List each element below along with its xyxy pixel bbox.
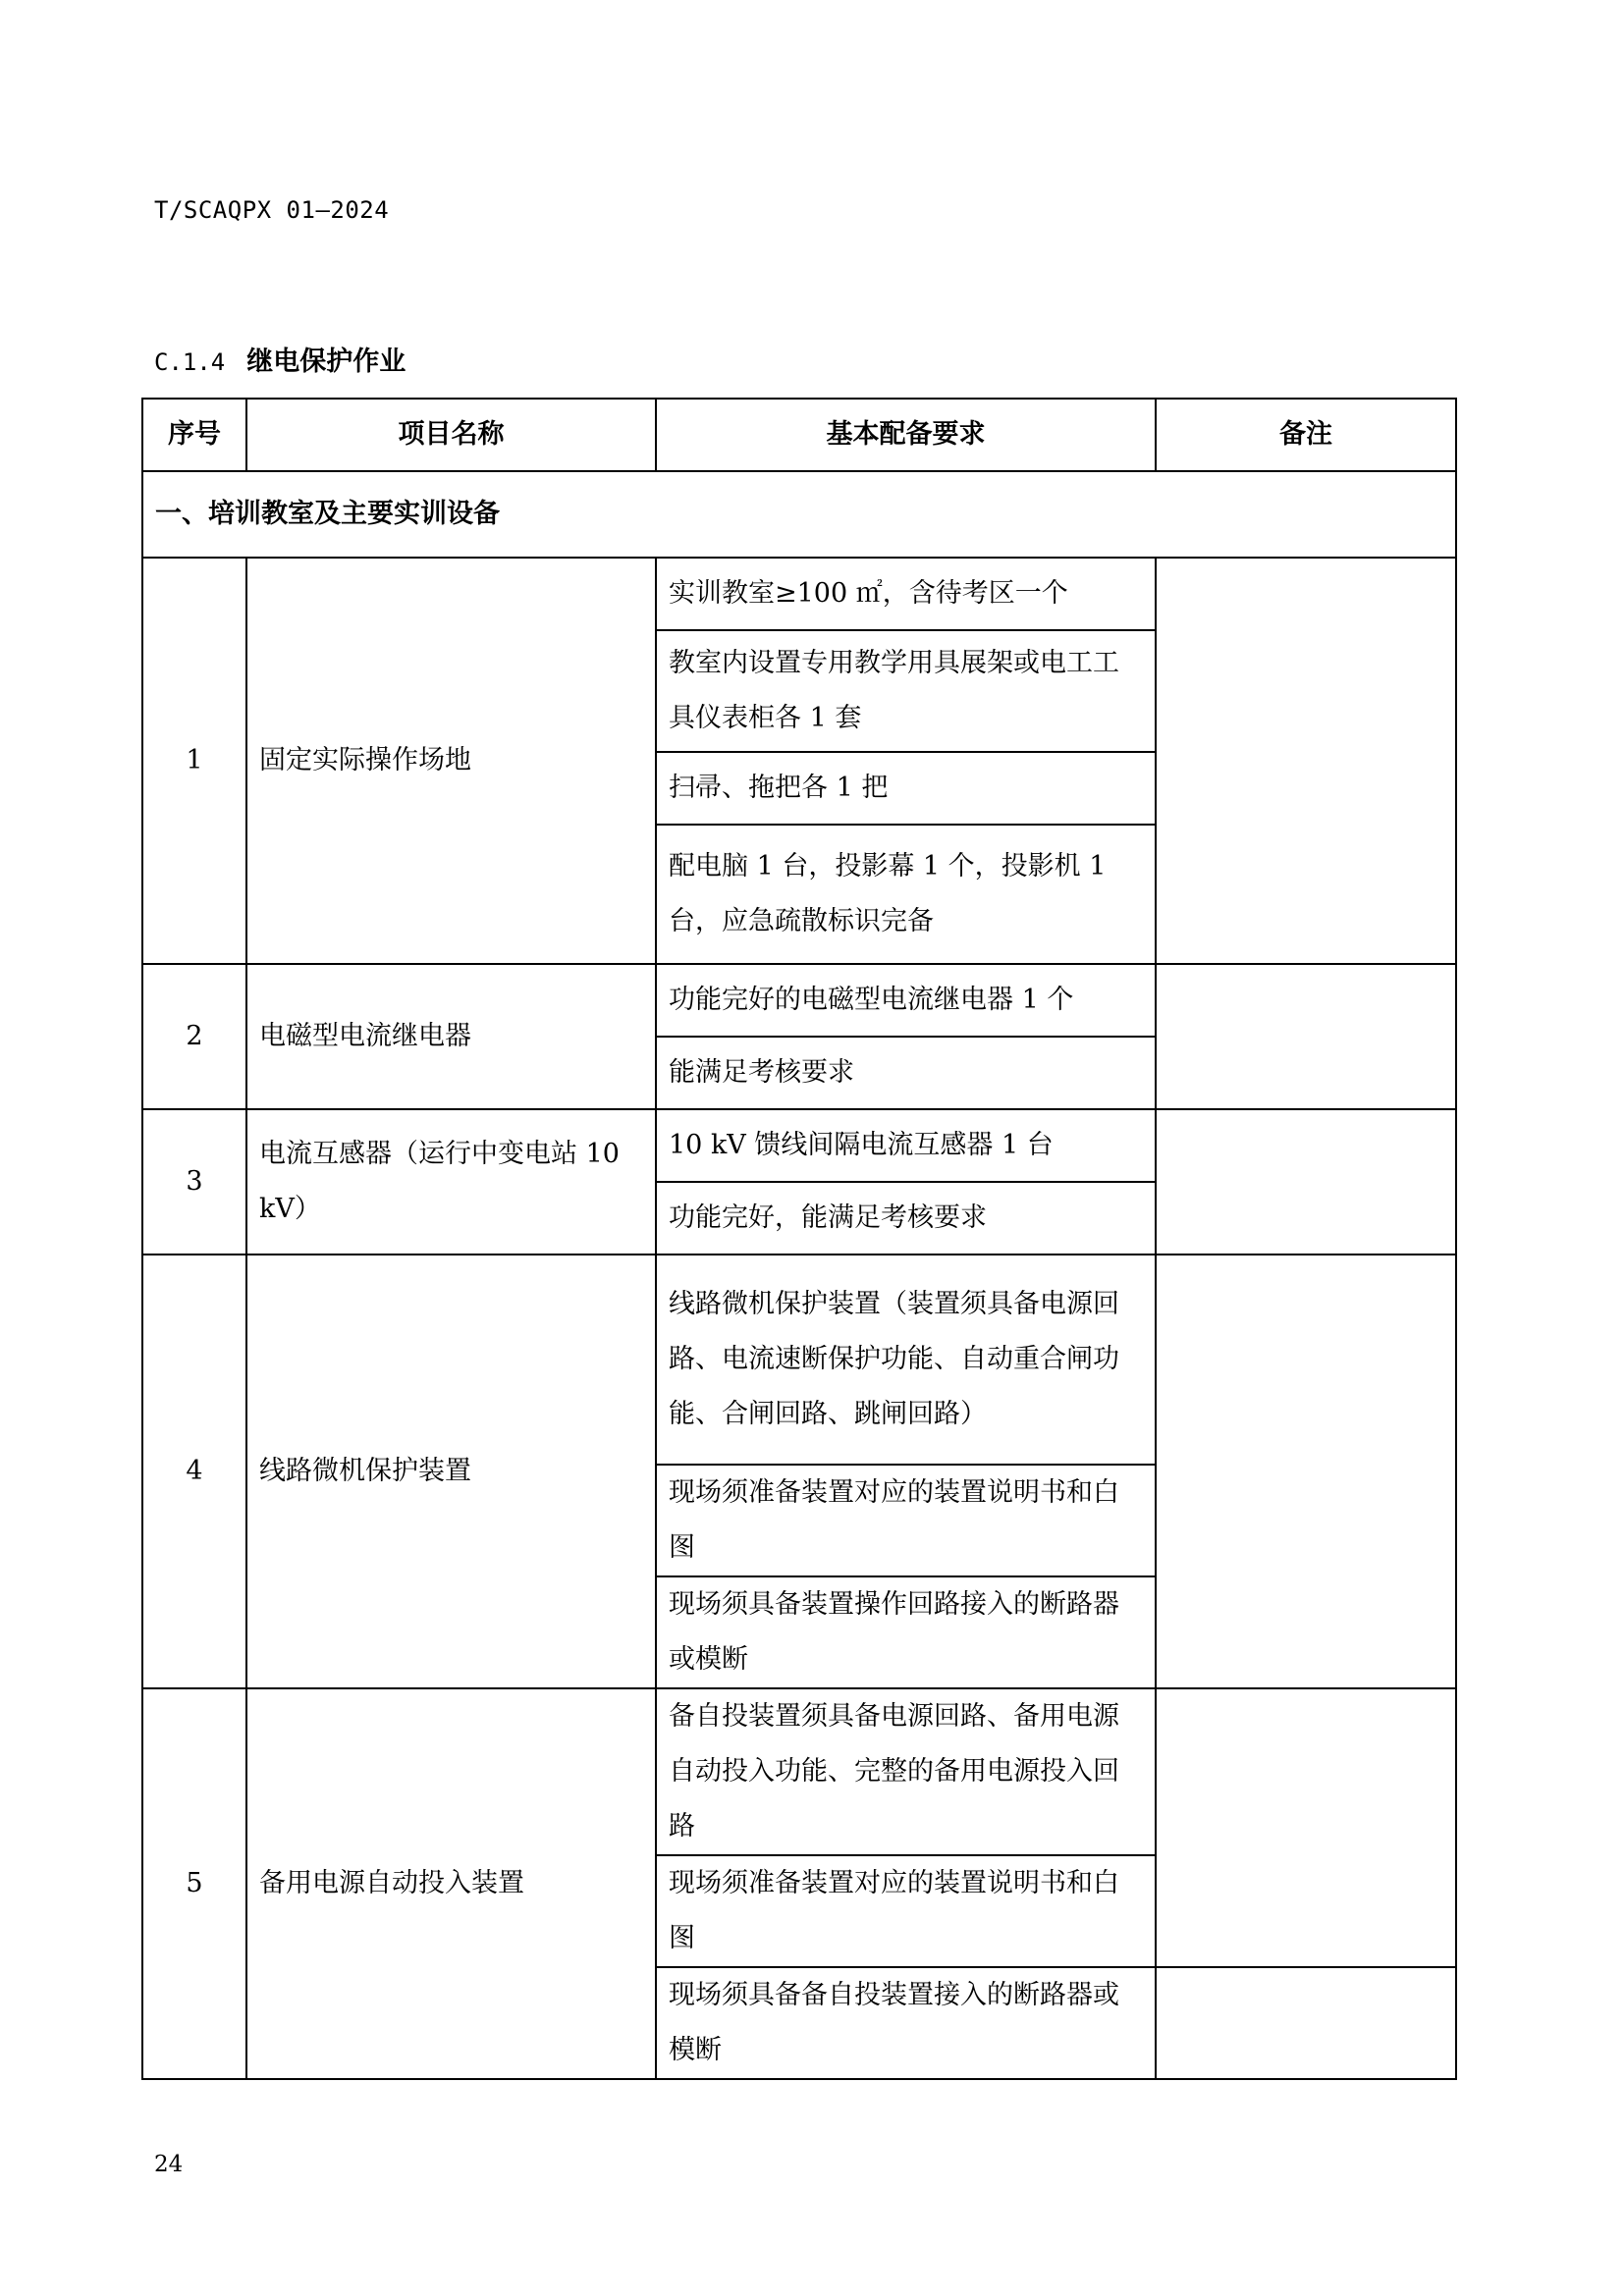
row-requirement: 教室内设置专用教学用具展架或电工工具仪表柜各 1 套 — [656, 630, 1156, 752]
column-header-requirements: 基本配备要求 — [656, 399, 1156, 471]
section-number: C.1.4 — [154, 348, 226, 376]
row-seq: 4 — [142, 1255, 246, 1688]
column-header-name: 项目名称 — [246, 399, 656, 471]
row-requirement: 功能完好，能满足考核要求 — [656, 1182, 1156, 1255]
row-name: 电流互感器（运行中变电站 10 kV） — [246, 1109, 656, 1255]
row-name: 线路微机保护装置 — [246, 1255, 656, 1688]
row-note — [1156, 1255, 1456, 1688]
document-code: T/SCAQPX 01—2024 — [154, 196, 390, 224]
row-requirement: 现场须具备装置操作回路接入的断路器或模断 — [656, 1576, 1156, 1688]
row-seq: 2 — [142, 964, 246, 1109]
table-row — [142, 1255, 1456, 1465]
page-number: 24 — [154, 2152, 184, 2177]
row-requirement: 功能完好的电磁型电流继电器 1 个 — [656, 964, 1156, 1037]
row-note — [1156, 558, 1456, 964]
row-name: 电磁型电流继电器 — [246, 964, 656, 1109]
table-row — [142, 1688, 1456, 1855]
group-row — [142, 471, 1456, 558]
section-heading — [154, 340, 406, 378]
equipment-table — [141, 398, 1457, 2080]
column-header-seq: 序号 — [142, 399, 246, 471]
row-seq: 1 — [142, 558, 246, 964]
row-requirement: 现场须准备装置对应的装置说明书和白图 — [656, 1855, 1156, 1967]
row-seq: 3 — [142, 1109, 246, 1255]
row-requirement: 备自投装置须具备电源回路、备用电源自动投入功能、完整的备用电源投入回路 — [656, 1688, 1156, 1855]
row-requirement: 实训教室≥100 ㎡，含待考区一个 — [656, 558, 1156, 630]
row-note — [1156, 1688, 1456, 1967]
row-name: 固定实际操作场地 — [246, 558, 656, 964]
row-note — [1156, 964, 1456, 1109]
row-note-extra — [1156, 1967, 1456, 2079]
row-note — [1156, 1109, 1456, 1255]
group-title: 一、培训教室及主要实训设备 — [142, 471, 1456, 558]
row-requirement: 现场须具备备自投装置接入的断路器或模断 — [656, 1967, 1156, 2079]
row-requirement: 现场须准备装置对应的装置说明书和白图 — [656, 1465, 1156, 1576]
table-row — [142, 1109, 1456, 1182]
row-requirement: 配电脑 1 台，投影幕 1 个，投影机 1 台，应急疏散标识完备 — [656, 825, 1156, 964]
row-seq: 5 — [142, 1688, 246, 2079]
table-row — [142, 558, 1456, 630]
table-row — [142, 964, 1456, 1037]
row-requirement: 10 kV 馈线间隔电流互感器 1 台 — [656, 1109, 1156, 1182]
row-requirement: 扫帚、拖把各 1 把 — [656, 752, 1156, 825]
row-requirement: 能满足考核要求 — [656, 1037, 1156, 1109]
column-header-notes: 备注 — [1156, 399, 1456, 471]
section-title: 继电保护作业 — [246, 347, 406, 377]
row-requirement: 线路微机保护装置（装置须具备电源回路、电流速断保护功能、自动重合闸功能、合闸回路、跳闸回路） — [656, 1255, 1156, 1465]
table-header-row — [142, 399, 1456, 471]
row-name: 备用电源自动投入装置 — [246, 1688, 656, 2079]
